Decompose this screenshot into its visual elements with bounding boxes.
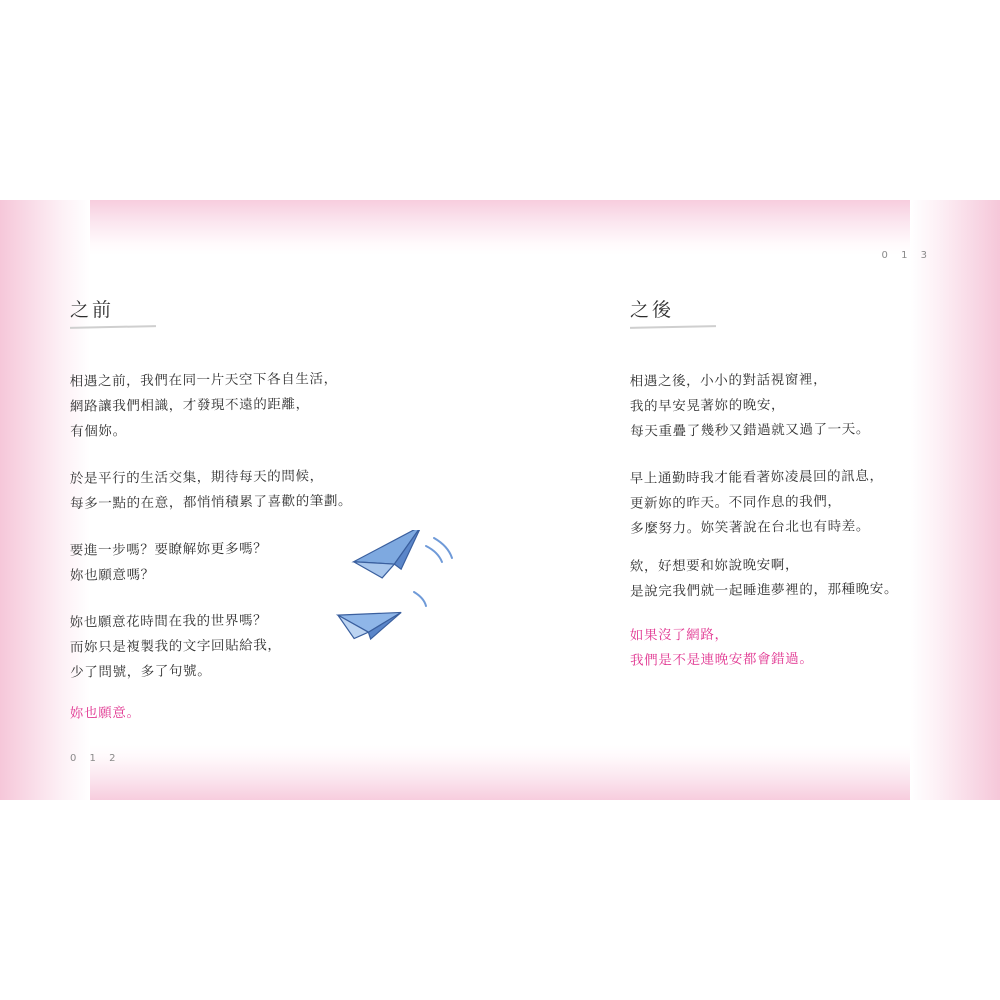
right-page-heading-text: 之後 — [630, 299, 675, 321]
right-page-folio: 0 1 3 — [881, 250, 932, 261]
left-paragraph-4: 妳也願意花時間在我的世界嗎？ 而妳只是複製我的文字回貼給我， 少了問號，多了句號。 — [69, 612, 282, 681]
left-page-folio: 0 1 2 — [70, 753, 121, 764]
right-paragraph-2: 早上通勤時我才能看著妳凌晨回的訊息， 更新妳的昨天。不同作息的我們， 多麼努力。妳笑著說在台北也有時差。 — [629, 468, 884, 537]
left-paragraph-2: 於是平行的生活交集，期待每天的問候， 每多一點的在意，都悄悄積累了喜歡的筆劃。 — [69, 468, 353, 512]
left-page-heading-text: 之前 — [70, 299, 115, 321]
right-page-heading — [630, 295, 716, 328]
left-paragraph-1: 相遇之前，我們在同一片天空下各自生活， 網路讓我們相識，才發現不遠的距離， 有個妳。 — [69, 370, 338, 440]
book-spread — [0, 200, 1000, 800]
heading-underline — [630, 325, 716, 329]
paper-airplanes-illustration — [330, 530, 480, 660]
left-page-heading — [70, 295, 156, 328]
right-paragraph-3: 欸，好想要和妳說晚安啊， 是說完我們就一起睡進夢裡的，那種晚安。 — [629, 556, 899, 600]
paper-airplane-icon — [330, 530, 480, 660]
right-accent-line: 如果沒了網路， 我們是不是連晚安都會錯過。 — [629, 626, 814, 669]
right-page — [500, 200, 1000, 800]
right-paragraph-1: 相遇之後，小小的對話視窗裡， 我的早安晃著妳的晚安， 每天重疊了幾秒又錯過就又過了一天。 — [629, 371, 871, 440]
heading-underline — [70, 325, 156, 329]
left-page — [0, 200, 500, 800]
left-paragraph-3: 要進一步嗎？要瞭解妳更多嗎？ 妳也願意嗎？ — [69, 540, 268, 584]
left-accent-line: 妳也願意。 — [69, 704, 141, 722]
